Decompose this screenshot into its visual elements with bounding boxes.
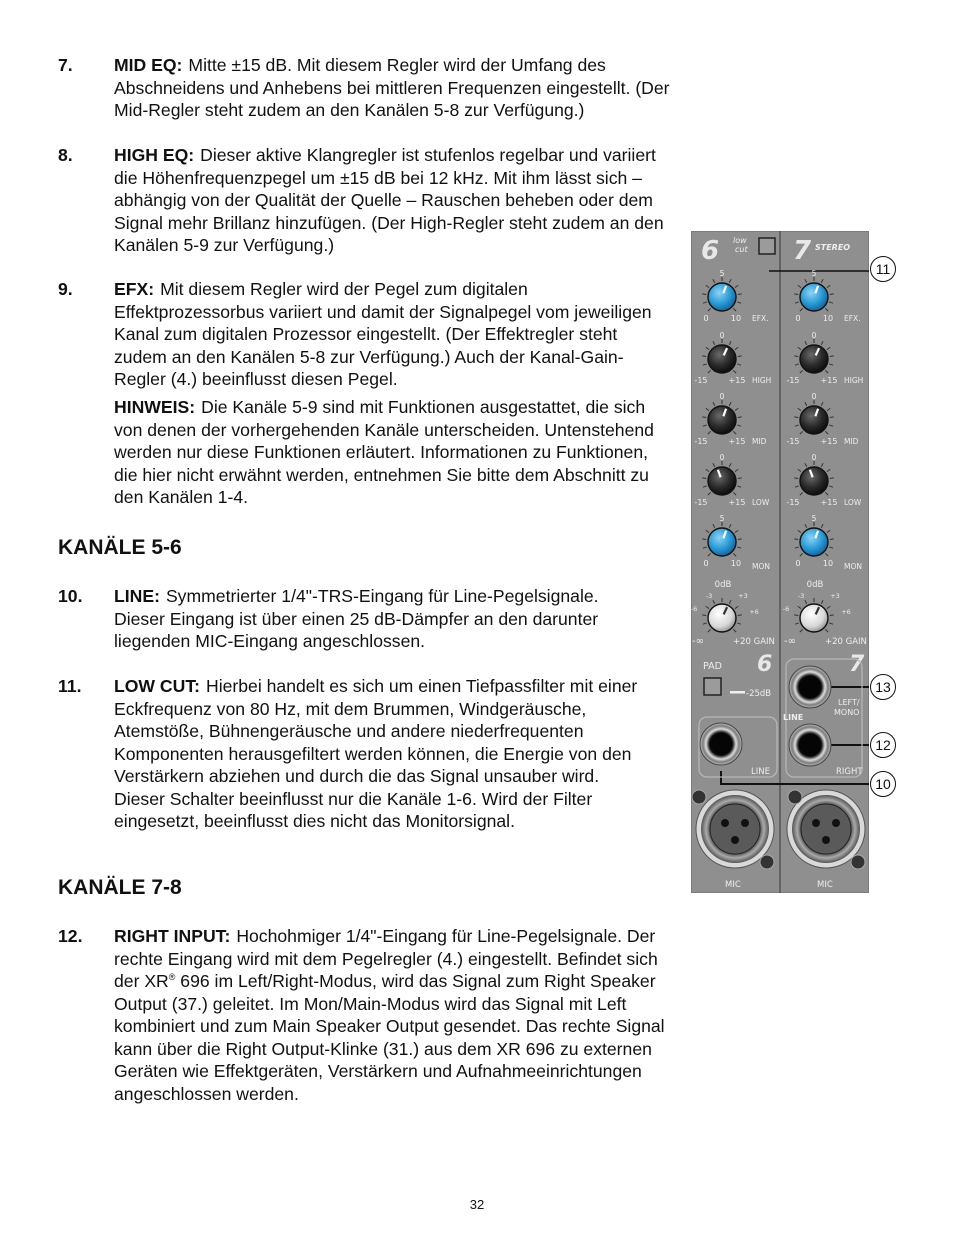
ch7-mid-label: MID (844, 437, 859, 446)
callout-13: 13 (870, 674, 896, 700)
item-number: 7. (58, 55, 73, 75)
heading-channels-5-6: KANÄLE 5-6 (58, 536, 182, 559)
item-text: Symmetrierter 1/4"-TRS-Eingang für Line-Pegelsignale. Dieser Eingang ist über einen 25 dB-Dämpfer an den darunter liegenden MIC-Eingang angeschlossen. (114, 586, 599, 651)
ch6-low-min: -15 (694, 498, 708, 507)
line-label: LINE (751, 767, 770, 777)
ch6-efx-max: 10 (730, 314, 742, 323)
ch7-mon-max: 10 (822, 559, 834, 568)
mixer-strip-svg (691, 231, 869, 893)
ch7-high-label: HIGH (844, 376, 864, 385)
ch7-efx-max: 10 (822, 314, 834, 323)
ch6-gain-label: +20 GAIN (733, 637, 775, 647)
ch7-low-min: -15 (786, 498, 800, 507)
ch7-efx-min: 0 (795, 314, 801, 323)
note-text: Die Kanäle 5-9 sind mit Funktionen ausgestattet, die sich von denen der vorhergehenden Kanäle unterscheiden. Untenstehend werden nur diese Funktionen erläutert. Informationen zu Funktionen, die hier nicht erwähnt werden, entnehmen Sie bitte dem Abschnitt zu den Kanälen 1-4. (114, 397, 654, 507)
heading-channels-7-8: KANÄLE 7-8 (58, 876, 182, 899)
item-low-cut (58, 675, 648, 833)
ch6-low-max: +15 (728, 498, 746, 507)
ch6-mid-label: MID (752, 437, 767, 446)
ch6-efx-label: EFX. (752, 314, 769, 323)
ch6-mon-label: MON (752, 562, 770, 571)
ch7-number-lower: 7 (849, 652, 865, 677)
ch6-mid-min: -15 (694, 437, 708, 446)
item-number: 11. (58, 676, 82, 696)
ch7-gain-plus3: +3 (830, 592, 840, 600)
registered-mark: ® (168, 972, 176, 983)
ch7-efx-scale-top: 5 (811, 269, 817, 278)
mixer-channel-strip-illustration (691, 231, 869, 893)
ch6-mid-scale-top: 0 (719, 392, 725, 401)
mic-label-ch7: MIC (817, 880, 833, 890)
low-cut-label-2: cut (735, 245, 748, 254)
pad-indicator (730, 691, 745, 694)
note-title: HINWEIS: (114, 397, 196, 417)
ch6-gain-minus6: -6 (691, 605, 698, 613)
item-efx (58, 278, 674, 391)
ch6-efx-scale-top: 5 (719, 269, 725, 278)
ch6-number: 6 (701, 236, 720, 266)
line-jack-hole (710, 733, 732, 755)
item-number: 12. (58, 926, 83, 946)
ch6-mon-max: 10 (730, 559, 742, 568)
item-number: 8. (58, 145, 73, 165)
ch6-high-min: -15 (694, 376, 708, 385)
ch7-gain-zero-db: 0dB (806, 580, 824, 590)
ch7-number: 7 (793, 236, 812, 266)
item-title: LINE: (114, 586, 160, 606)
item-number: 9. (58, 279, 73, 299)
mic-xlr-ch7[interactable] (787, 790, 865, 869)
pad-switch[interactable] (704, 678, 721, 695)
item-title: MID EQ: (114, 55, 183, 75)
ch6-gain-min: -∞ (692, 636, 704, 647)
low-cut-label: low (733, 236, 747, 245)
ch7-efx-label: EFX. (844, 314, 861, 323)
ch7-gain-label: +20 GAIN (825, 637, 867, 647)
line-mark: LINE (783, 713, 804, 722)
item-title: EFX: (114, 279, 155, 299)
callout-12: 12 (870, 732, 896, 758)
ch7-low-max: +15 (820, 498, 838, 507)
item-text: Mit diesem Regler wird der Pegel zum digitalen Effektprozessorbus variiert und damit der Signalpegel vom jeweiligen Kanal zum digitalen Prozessor eingestellt. (Der Effektregler steht zudem an den Kanälen 5-8 zur Verfügung.) Auch der Kanal-Gain-Regler (4.) beeinflusst diesen Pegel. (114, 279, 652, 389)
ch7-gain-minus6: -6 (782, 605, 790, 613)
ch7-high-min: -15 (786, 376, 800, 385)
item-title: LOW CUT: (114, 676, 200, 696)
ch6-high-label: HIGH (752, 376, 772, 385)
pad-label: PAD (703, 661, 722, 672)
ch7-mon-min: 0 (795, 559, 801, 568)
ch6-high-max: +15 (728, 376, 746, 385)
item-high-eq (58, 144, 670, 257)
item-text: Dieser aktive Klangregler ist stufenlos regelbar und variiert die Höhenfrequenzpegel um ±15 dB bei 12 kHz. Mit ihm lässt sich – abhängig von der Qualität der Quelle – Rauschen beheben oder dem Signal mehr Brillanz hinzufügen. (Der High-Regler steht zudem an den Kanälen 5-9 zur Verfügung.) (114, 145, 664, 255)
callout-10: 10 (870, 771, 896, 797)
ch6-mon-scale-top: 5 (719, 514, 725, 523)
left-mono-label-2: MONO (834, 708, 860, 717)
ch6-gain-plus3: +3 (738, 592, 748, 600)
ch7-gain-min: -∞ (784, 636, 796, 647)
ch7-low-label: LOW (844, 498, 862, 507)
ch7-gain-minus3: -3 (797, 592, 805, 600)
item-title: RIGHT INPUT: (114, 926, 231, 946)
ch6-number-lower: 6 (757, 652, 773, 677)
item-title: HIGH EQ: (114, 145, 195, 165)
item-number: 10. (58, 586, 83, 606)
item-text-a: Hochohmiger 1/4"-Eingang für Line-Pegelsignale. Der rechte Eingang wird mit dem Pegelregler (4.) eingestellt. Befindet sich der XR (114, 926, 658, 991)
item-text: Hierbei handelt es sich um einen Tiefpassfilter mit einer Eckfrequenz von 80 Hz, mit dem Brummen, Windgeräusche, Atemstöße, Bühnengeräusche und andere niederfrequenten Komponenten herausgefiltert werden können, die Energie von den Verstärkern abziehen und durch die das Signal unsauber wird. Dieser Schalter beeinflusst nur die Kanäle 1-6. Wird der Filter eingesetzt, beeinflusst dies nicht das Monitorsignal. (114, 676, 638, 831)
item-text-b: 696 im Left/Right-Modus, wird das Signal zum Right Speaker Output (37.) geleitet. Im Mon/Main-Modus wird das Signal mit Left kombiniert und zum Main Speaker Output gesendet. Das rechte Signal kann über die Right Output-Klinke (31.) aus dem XR 696 zu externen Geräten wie Effektgeräten, Verstärkern und Aufnahmeeinrichtungen angeschlossen werden. (114, 971, 665, 1104)
ch6-gain-zero-db: 0dB (714, 580, 732, 590)
ch7-gain-plus6: +6 (841, 608, 851, 616)
item-line (58, 585, 648, 653)
note-hinweis (114, 396, 674, 509)
item-mid-eq (58, 54, 678, 122)
ch7-mid-min: -15 (786, 437, 800, 446)
ch6-low-scale-top: 0 (719, 453, 725, 462)
left-mono-label-1: LEFT/ (838, 698, 860, 707)
item-right-input (58, 925, 674, 1105)
ch6-mid-max: +15 (728, 437, 746, 446)
ch6-high-scale-top: 0 (719, 331, 725, 340)
page-number: 32 (469, 1197, 485, 1212)
ch7-low-scale-top: 0 (811, 453, 817, 462)
ch6-low-label: LOW (752, 498, 770, 507)
stereo-label: STEREO (815, 243, 851, 252)
ch7-mid-scale-top: 0 (811, 392, 817, 401)
ch7-high-scale-top: 0 (811, 331, 817, 340)
right-jack-hole (799, 734, 821, 756)
ch6-gain-minus3: -3 (705, 592, 713, 600)
ch7-mon-scale-top: 5 (811, 514, 817, 523)
ch6-efx-min: 0 (703, 314, 709, 323)
ch7-mid-max: +15 (820, 437, 838, 446)
ch6-gain-plus6: +6 (749, 608, 759, 616)
left-mono-jack-hole (799, 676, 821, 698)
low-cut-switch[interactable] (759, 238, 775, 254)
right-label: RIGHT (836, 767, 863, 777)
item-text: Mitte ±15 dB. Mit diesem Regler wird der Umfang des Abschneidens und Anhebens bei mittleren Frequenzen eingestellt. (Der Mid-Regler steht zudem an den Kanälen 5-8 zur Verfügung.) (114, 55, 670, 120)
mic-label-ch6: MIC (725, 880, 741, 890)
ch6-mon-min: 0 (703, 559, 709, 568)
ch7-mon-label: MON (844, 562, 862, 571)
pad-value: -25dB (746, 689, 772, 699)
callout-11: 11 (870, 256, 896, 282)
ch7-high-max: +15 (820, 376, 838, 385)
